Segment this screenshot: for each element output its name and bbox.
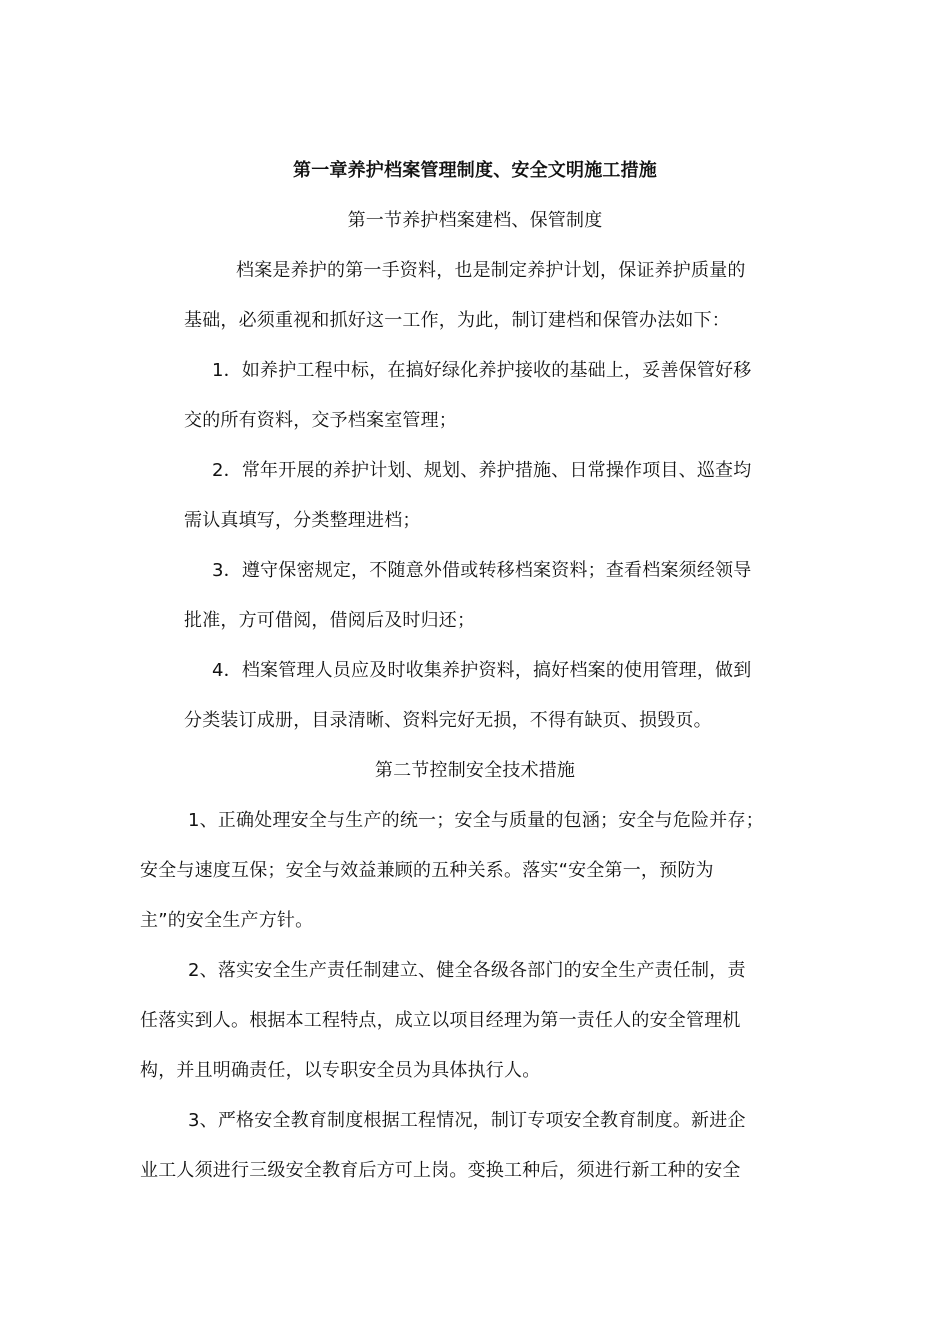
list-item-line: 分类装订成册，目录清晰、资料完好无损，不得有缺页、损毁页。 — [184, 710, 712, 731]
paragraph-line: 安全与速度互保；安全与效益兼顾的五种关系。落实“安全第一，预防为 — [140, 860, 714, 881]
list-item-line: 4．档案管理人员应及时收集养护资料，搞好档案的使用管理，做到 — [212, 660, 752, 681]
paragraph-line: 1、正确处理安全与生产的统一；安全与质量的包涵；安全与危险并存； — [188, 810, 764, 831]
paragraph-line: 业工人须进行三级安全教育后方可上岗。变换工种后，须进行新工种的安全 — [140, 1160, 741, 1181]
paragraph-line: 基础，必须重视和抓好这一工作，为此，制订建档和保管办法如下： — [184, 310, 730, 331]
list-item-line: 需认真填写，分类整理进档； — [184, 510, 421, 531]
paragraph-line: 档案是养护的第一手资料，也是制定养护计划，保证养护质量的 — [236, 260, 746, 281]
list-item-line: 2．常年开展的养护计划、规划、养护措施、日常操作项目、巡查均 — [212, 460, 752, 481]
list-item-line: 1．如养护工程中标，在搞好绿化养护接收的基础上，妥善保管好移 — [212, 360, 752, 381]
paragraph-line: 任落实到人。根据本工程特点，成立以项目经理为第一责任人的安全管理机 — [140, 1010, 741, 1031]
section-title-1: 第一节养护档案建档、保管制度 — [347, 210, 603, 231]
paragraph-line: 构，并且明确责任，以专职安全员为具体执行人。 — [140, 1060, 541, 1081]
paragraph-line: 主”的安全生产方针。 — [140, 910, 314, 931]
list-item-line: 批准，方可借阅，借阅后及时归还； — [184, 610, 476, 631]
list-item-line: 3．遵守保密规定，不随意外借或转移档案资料；查看档案须经领导 — [212, 560, 752, 581]
chapter-title: 第一章养护档案管理制度、安全文明施工措施 — [293, 160, 657, 181]
list-item-line: 交的所有资料，交予档案室管理； — [184, 410, 457, 431]
paragraph-line: 2、落实安全生产责任制建立、健全各级各部门的安全生产责任制，责 — [188, 960, 746, 981]
section-title-2: 第二节控制安全技术措施 — [374, 760, 576, 781]
paragraph-line: 3、严格安全教育制度根据工程情况，制订专项安全教育制度。新进企 — [188, 1110, 746, 1131]
